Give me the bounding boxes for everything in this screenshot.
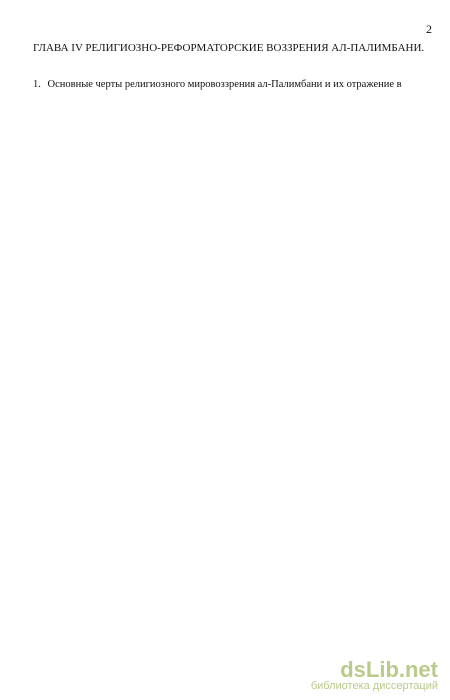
watermark: [298, 657, 438, 692]
watermark-caption: библиотека диссертаций: [310, 680, 438, 692]
watermark-logo: dsLib.net: [340, 657, 438, 682]
section-number: 1.: [33, 79, 41, 90]
section-title: Основные черты религиозного мировоззрения ал-Палимбани и их отражение в: [47, 79, 402, 90]
page-number: 2: [426, 22, 432, 36]
toc-entry-section-1[interactable]: [33, 78, 436, 92]
chapter-title: ГЛАВА IV РЕЛИГИОЗНО-РЕФОРМАТОРСКИЕ ВОЗЗРЕНИЯ АЛ-ПАЛИМБАНИ.: [33, 42, 425, 54]
